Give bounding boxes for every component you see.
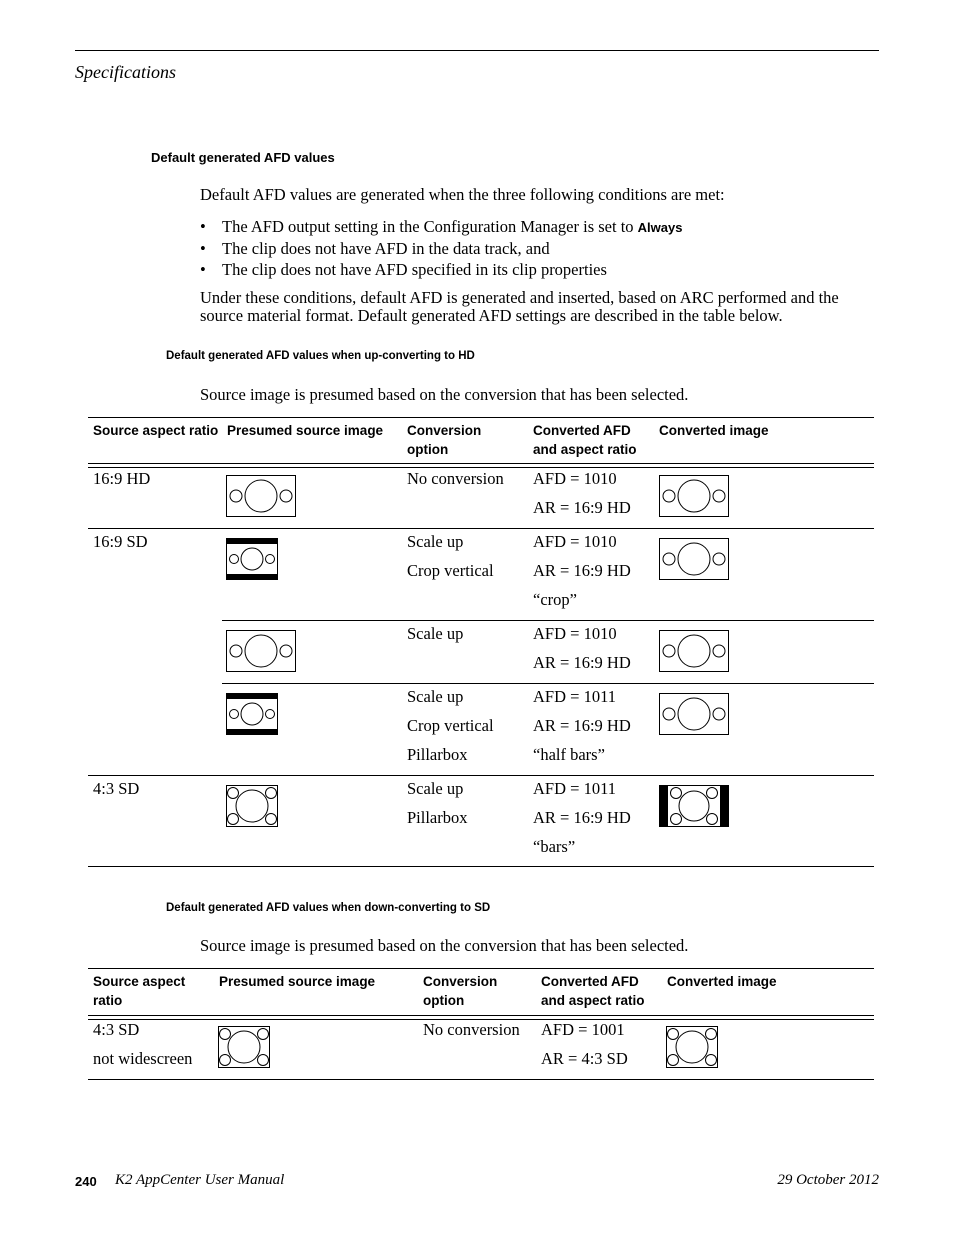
page-number: 240 [75,1174,97,1189]
col-header-presumed: Presumed source image [219,974,376,989]
col-header-conversion: Conversion option [423,974,498,1008]
downconvert-note: Source image is presumed based on the conversion that has been selected. [200,936,689,955]
table-cell-source: 16:9 SD [93,532,148,551]
converted-image-16x9 [659,475,729,517]
manual-title: K2 AppCenter User Manual [115,1172,285,1188]
always-keyword: Always [637,220,683,235]
converted-image-pillarbox [659,785,729,827]
col-header-converted: Converted image [659,423,769,438]
table-cell-afd: AFD = 1010 AR = 16:9 HD “crop” [533,532,631,609]
table-bottom-rule [88,866,874,867]
table-top-rule [88,968,874,969]
converted-image-16x9 [659,538,729,580]
col-header-presumed: Presumed source image [227,423,384,438]
col-header-source: Source aspect ratio [93,423,219,438]
table-cell-conversion: Scale up [407,624,464,643]
table-cell-afd: AFD = 1011 AR = 16:9 HD “bars” [533,779,631,856]
table-cell-conversion: Scale up Crop vertical Pillarbox [407,687,494,764]
col-header-source: Source aspect ratio [93,974,186,1008]
col-header-conversion: Conversion option [407,423,482,457]
converted-image-16x9 [659,630,729,672]
header-rule [75,50,879,51]
presumed-image-letterbox [226,693,278,735]
converted-image-4x3 [666,1026,718,1068]
conditions-list [200,216,682,280]
upconvert-heading: Default generated AFD values when up-converting to HD [166,350,475,362]
table-cell-conversion: Scale up Crop vertical [407,532,494,580]
table-cell-afd: AFD = 1011 AR = 16:9 HD “half bars” [533,687,631,764]
col-header-converted: Converted image [667,974,777,989]
conditions-paragraph: Under these conditions, default AFD is generated and inserted, based on ARC performed and the source material format. Default generated AFD settings are described in the table below. [200,288,839,325]
running-head: Specifications [75,62,176,82]
presumed-image-16x9 [226,630,296,672]
presumed-image-4x3 [226,785,278,827]
table-cell-source: 16:9 HD [93,469,151,488]
table-cell-conversion: No conversion [423,1020,520,1039]
list-item: • The clip does not have AFD specified in its clip properties [200,259,682,280]
presumed-image-4x3 [218,1026,270,1068]
table-top-rule [88,417,874,418]
list-item: • The clip does not have AFD in the data track, and [200,238,682,259]
publication-date: 29 October 2012 [777,1172,879,1188]
col-header-afd: Converted AFD and aspect ratio [533,423,637,457]
table-cell-conversion: No conversion [407,469,504,488]
downconvert-heading: Default generated AFD values when down-converting to SD [166,902,491,914]
presumed-image-16x9 [226,475,296,517]
section-heading: Default generated AFD values [151,150,335,165]
table-cell-afd: AFD = 1010 AR = 16:9 HD [533,624,631,672]
table-bottom-rule [88,1079,874,1080]
table-cell-afd: AFD = 1010 AR = 16:9 HD [533,469,631,517]
table-cell-afd: AFD = 1001 AR = 4:3 SD [541,1020,628,1068]
upconvert-note: Source image is presumed based on the conversion that has been selected. [200,385,689,404]
table-cell-source: 4:3 SD [93,779,140,798]
converted-image-16x9 [659,693,729,735]
intro-paragraph: Default AFD values are generated when the three following conditions are met: [200,185,725,204]
list-item: • The AFD output setting in the Configuration Manager is set to Always [200,216,682,238]
row-rule [88,775,874,776]
table-cell-conversion: Scale up Pillarbox [407,779,468,827]
col-header-afd: Converted AFD and aspect ratio [541,974,645,1008]
table-cell-source: 4:3 SD not widescreen [93,1020,193,1068]
presumed-image-letterbox [226,538,278,580]
